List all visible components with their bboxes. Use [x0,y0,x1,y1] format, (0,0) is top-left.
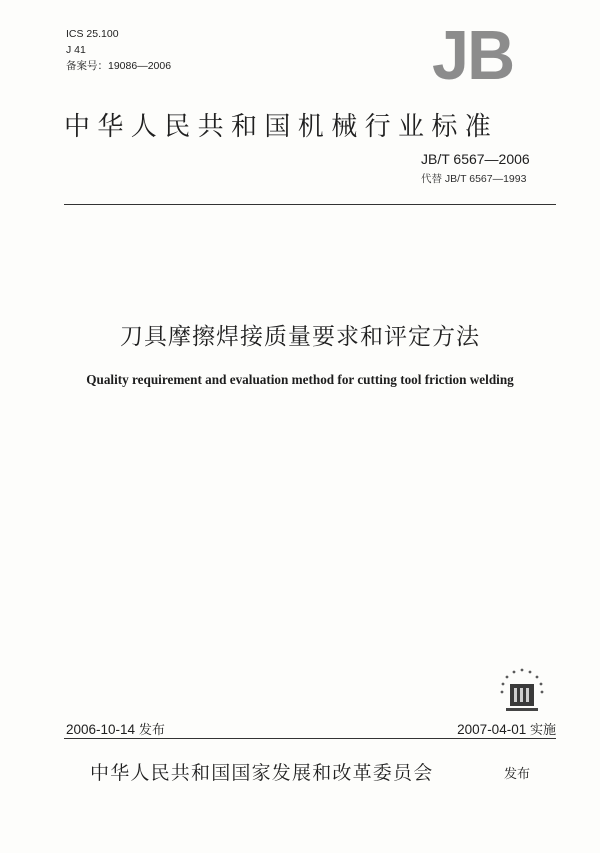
publish-date: 2006-10-14 发布 [66,722,165,738]
industry-standard-title: 中华人民共和国机械行业标准 [64,112,499,142]
classification-block [66,26,171,74]
document-title-english: Quality requirement and evaluation method for cutting tool friction welding [86,372,514,387]
effective-label: 实施 [529,723,556,738]
standard-number: JB/T 6567—2006 [421,151,530,167]
publisher-seal-icon [494,662,548,716]
jb-logo: JB [432,16,514,94]
record-number: 备案号：19086—2006 [66,60,172,72]
issuing-label: 发布 [504,767,531,782]
ccs-code: J 41 [66,44,86,56]
header-divider [64,204,556,205]
issuing-authority: 中华人民共和国国家发展和改革委员会 [90,762,434,784]
document-title-chinese: 刀具摩擦焊接质量要求和评定方法 [120,324,480,350]
ics-code: ICS 25.100 [66,28,119,40]
replaces-standard: 代替 JB/T 6567—1993 [421,173,527,185]
effective-date: 2007-04-01 实施 [457,722,556,738]
publish-label: 发布 [138,723,165,738]
footer-divider [64,738,556,739]
